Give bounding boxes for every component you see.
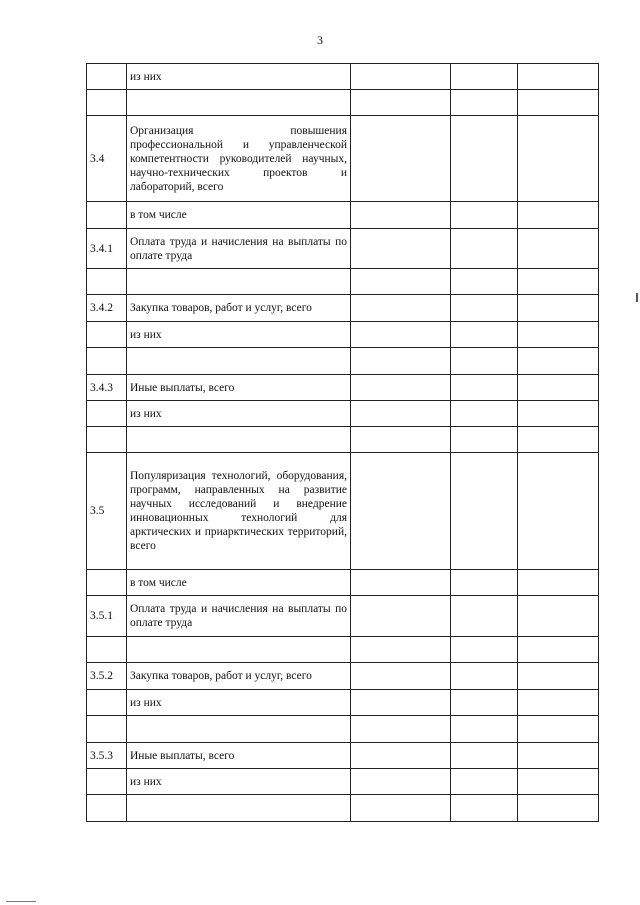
budget-table-body <box>87 64 599 822</box>
row-name-cell: Оплата труда и начисления на выплаты по оплате труда <box>127 229 351 269</box>
value-cell-2 <box>451 64 518 90</box>
row-name-cell <box>127 427 351 453</box>
value-cell-3 <box>518 427 599 453</box>
value-cell-1 <box>351 743 451 769</box>
table-row <box>87 322 599 348</box>
row-name-cell <box>127 795 351 822</box>
budget-table <box>86 63 599 822</box>
row-name-cell: из них <box>127 401 351 427</box>
value-cell-3 <box>518 769 599 795</box>
value-cell-2 <box>451 795 518 822</box>
value-cell-3 <box>518 453 599 570</box>
table-row <box>87 716 599 743</box>
value-cell-1 <box>351 716 451 743</box>
value-cell-3 <box>518 229 599 269</box>
row-name-cell: из них <box>127 690 351 716</box>
row-number-cell <box>87 690 127 716</box>
row-number-cell: 3.4.1 <box>87 229 127 269</box>
value-cell-3 <box>518 64 599 90</box>
row-name-cell: Иные выплаты, всего <box>127 375 351 401</box>
value-cell-1 <box>351 663 451 690</box>
row-number-cell <box>87 769 127 795</box>
value-cell-2 <box>451 427 518 453</box>
table-row <box>87 690 599 716</box>
value-cell-1 <box>351 375 451 401</box>
value-cell-1 <box>351 295 451 322</box>
table-row <box>87 663 599 690</box>
table-row <box>87 427 599 453</box>
value-cell-2 <box>451 202 518 229</box>
value-cell-2 <box>451 690 518 716</box>
row-name-cell: из них <box>127 322 351 348</box>
value-cell-2 <box>451 743 518 769</box>
value-cell-1 <box>351 769 451 795</box>
value-cell-2 <box>451 229 518 269</box>
row-name-cell: из них <box>127 769 351 795</box>
value-cell-2 <box>451 348 518 375</box>
value-cell-3 <box>518 295 599 322</box>
row-number-cell <box>87 348 127 375</box>
value-cell-3 <box>518 375 599 401</box>
scan-bottom-mark <box>6 901 36 902</box>
row-number-cell: 3.4.3 <box>87 375 127 401</box>
value-cell-1 <box>351 690 451 716</box>
table-row <box>87 637 599 663</box>
value-cell-1 <box>351 269 451 295</box>
scan-edge-mark <box>636 293 638 302</box>
value-cell-2 <box>451 375 518 401</box>
row-name-cell <box>127 269 351 295</box>
value-cell-1 <box>351 116 451 202</box>
table-row <box>87 229 599 269</box>
row-number-cell: 3.4 <box>87 116 127 202</box>
row-name-cell: в том числе <box>127 570 351 596</box>
row-name-cell: Организация повышения профессиональной и управленческой компетентности руководителей научных, научно-технических проектов и лабораторий, всего <box>127 116 351 202</box>
value-cell-2 <box>451 663 518 690</box>
row-name-cell <box>127 348 351 375</box>
value-cell-3 <box>518 322 599 348</box>
table-row <box>87 769 599 795</box>
value-cell-1 <box>351 202 451 229</box>
value-cell-1 <box>351 322 451 348</box>
row-number-cell: 3.5 <box>87 453 127 570</box>
table-row <box>87 295 599 322</box>
value-cell-2 <box>451 769 518 795</box>
row-number-cell: 3.5.2 <box>87 663 127 690</box>
value-cell-1 <box>351 637 451 663</box>
value-cell-1 <box>351 795 451 822</box>
row-number-cell: 3.5.1 <box>87 596 127 637</box>
row-number-cell: 3.4.2 <box>87 295 127 322</box>
value-cell-2 <box>451 90 518 116</box>
value-cell-1 <box>351 401 451 427</box>
row-name-cell: Оплата труда и начисления на выплаты по оплате труда <box>127 596 351 637</box>
row-number-cell <box>87 202 127 229</box>
row-number-cell <box>87 795 127 822</box>
page-number: 3 <box>317 33 323 47</box>
table-row <box>87 90 599 116</box>
value-cell-3 <box>518 743 599 769</box>
row-name-cell <box>127 90 351 116</box>
row-number-cell <box>87 570 127 596</box>
value-cell-2 <box>451 570 518 596</box>
row-name-cell: Закупка товаров, работ и услуг, всего <box>127 663 351 690</box>
value-cell-3 <box>518 637 599 663</box>
value-cell-1 <box>351 596 451 637</box>
table-row <box>87 269 599 295</box>
value-cell-1 <box>351 348 451 375</box>
row-number-cell <box>87 637 127 663</box>
value-cell-3 <box>518 202 599 229</box>
table-row <box>87 795 599 822</box>
value-cell-2 <box>451 322 518 348</box>
row-name-cell <box>127 637 351 663</box>
value-cell-3 <box>518 269 599 295</box>
value-cell-1 <box>351 570 451 596</box>
value-cell-3 <box>518 116 599 202</box>
value-cell-3 <box>518 596 599 637</box>
row-name-cell: Закупка товаров, работ и услуг, всего <box>127 295 351 322</box>
row-number-cell: 3.5.3 <box>87 743 127 769</box>
row-number-cell <box>87 269 127 295</box>
value-cell-2 <box>451 596 518 637</box>
value-cell-3 <box>518 795 599 822</box>
table-row <box>87 570 599 596</box>
value-cell-2 <box>451 716 518 743</box>
table-row <box>87 743 599 769</box>
row-number-cell <box>87 716 127 743</box>
value-cell-3 <box>518 716 599 743</box>
value-cell-2 <box>451 453 518 570</box>
row-number-cell <box>87 90 127 116</box>
value-cell-1 <box>351 453 451 570</box>
table-row <box>87 375 599 401</box>
row-name-cell <box>127 716 351 743</box>
value-cell-1 <box>351 90 451 116</box>
row-name-cell: из них <box>127 64 351 90</box>
table-row <box>87 64 599 90</box>
row-number-cell <box>87 322 127 348</box>
value-cell-3 <box>518 348 599 375</box>
value-cell-3 <box>518 690 599 716</box>
value-cell-1 <box>351 229 451 269</box>
table-row <box>87 401 599 427</box>
value-cell-1 <box>351 427 451 453</box>
value-cell-2 <box>451 401 518 427</box>
table-row <box>87 202 599 229</box>
value-cell-1 <box>351 64 451 90</box>
table-row <box>87 348 599 375</box>
table-row <box>87 453 599 570</box>
value-cell-3 <box>518 663 599 690</box>
row-number-cell <box>87 401 127 427</box>
value-cell-3 <box>518 570 599 596</box>
row-name-cell: в том числе <box>127 202 351 229</box>
value-cell-2 <box>451 637 518 663</box>
value-cell-2 <box>451 295 518 322</box>
value-cell-2 <box>451 269 518 295</box>
row-name-cell: Иные выплаты, всего <box>127 743 351 769</box>
value-cell-3 <box>518 401 599 427</box>
row-number-cell <box>87 427 127 453</box>
table-row <box>87 596 599 637</box>
value-cell-2 <box>451 116 518 202</box>
table-row <box>87 116 599 202</box>
row-number-cell <box>87 64 127 90</box>
value-cell-3 <box>518 90 599 116</box>
row-name-cell: Популяризация технологий, оборудования, программ, направленных на развитие научных исследований и внедрение инновационных технологий для арктических и приарктических территорий, всего <box>127 453 351 570</box>
